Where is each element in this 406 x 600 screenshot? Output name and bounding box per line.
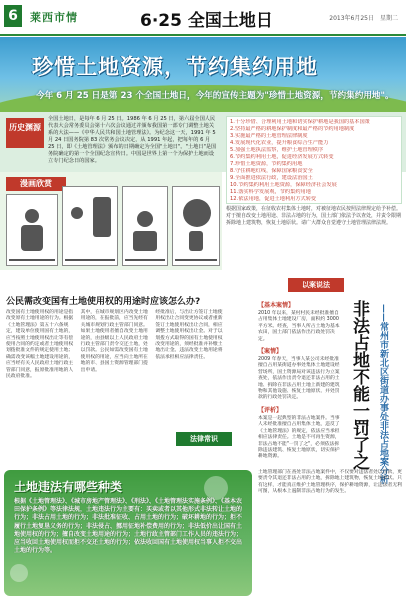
comic-figure	[71, 207, 83, 219]
section-name: 莱西市情	[30, 11, 78, 24]
violation-body: 根据《土地管理法》、《城市房地产管理法》、《刑法》、《土地管理法实施条例》、《基本农田保护条例》等法律法规，土地违法行为主要有：买卖或者以其他形式非法转让土地的行为；非法占用土地的行为；非法批准征收、占用土地的行为；破坏耕地的行为；拒不履行土地复垦义务的行为；非法侵占、挪用征地补偿费用的行为；非法低价出让国有土地使用权的行为；擅自改变土地用途的行为；土地行政主管部门工作人员的违法行为；应当收回土地使用权而拒不交还土地的行为；依法收回国有土地使用权当事人拒不交出土地的行为等。	[14, 498, 243, 555]
case-tag: 以案说法	[288, 278, 344, 292]
list-item: 12.依法用地，促进土地利用方式转变	[230, 196, 317, 202]
banner	[0, 37, 406, 112]
qa-columns	[6, 310, 226, 380]
theme-list	[226, 116, 402, 204]
qa-title: 公民需改变国有土地使用权的用途时应该怎么办?	[6, 297, 201, 307]
sun-icon	[204, 476, 228, 500]
comic-figure	[21, 225, 43, 251]
law-subheading: 【案情】	[258, 348, 283, 356]
list-item: 8.守住耕地红线，保障国家粮食安全	[230, 168, 313, 174]
law-common-tag: 法律常识	[176, 432, 232, 446]
bottom-article-text: 土地管理部门在查处非法占地案件中，不仅要对违法者处以罚款，更要责令其退还非法占用的土地，拆除地上建筑物，恢复土地原状。只有这样，才能真正维护土地管理秩序，保护耕地资源，让违法者无利可图，从根本上遏制非法占地行为的发生。	[258, 470, 402, 495]
law-subheading: 【评析】	[258, 406, 283, 414]
issue-date: 2013年6月25日 星期二	[329, 15, 398, 22]
comic-ground	[125, 259, 165, 261]
qa-article	[6, 294, 226, 449]
list-item: 11.落实科学发展观，节约集约用地	[230, 189, 311, 195]
comic-panel	[6, 194, 58, 266]
list-item: 2.坚持最严格的耕地保护制度和最严格的节约用地制度	[230, 126, 355, 132]
news-text: 根据国家政策，在征收农村集体土地时，对被征地农民按照法律规定给予补偿。对于擅自改变土地用途、非法占地的行为，国土部门依法予以查处，并责令限期拆除地上建筑物，恢复土地原状。请广大群众自觉遵守土地管理法律法规。	[226, 206, 402, 226]
law-case-column	[258, 298, 342, 588]
comic-ground	[65, 259, 115, 261]
comic-panel	[62, 186, 118, 266]
list-item: 7.珍惜土地资源，节约集约用地	[230, 161, 303, 167]
list-item: 6.节约集约利用土地，促进经济发展方式转变	[230, 154, 334, 160]
law-subheading: 【基本案情】	[258, 302, 295, 309]
law-text: 2010 年以来，某村村民未经批准擅自占用集体土地建设厂房，面积约 3000 平方米。经查，当事人所占土地为基本农田，国土部门依法作出行政处罚决定。	[258, 311, 340, 342]
banner-subtitle: 今年 6 月 25 日是第 23 个全国土地日，今年的宣传主题为"珍惜土地资源，节约集约用地"。	[36, 91, 394, 101]
vertical-subheadline: ——常州市新北区街道办事处非法占地案分析	[378, 304, 388, 484]
violation-title: 土地违法有哪些种类	[14, 480, 123, 494]
intro-text: 全国土地日，是每年 6 月 25 日。1986 年 6 月 25 日，第六届全国人民代表大会常务委员会第十六次会议通过并颁布我国第一部专门调整土地关系的大法——《中华人民共和国土地管理法》。为纪念这一天，1991 年 5 月 24 日国务院第 83 次常务会议决定，从 1991 年起，把每年的 6 月 25 日，即《土地管理法》颁布的日期确定为全国"土地日"。"土地日"是国务院确定的第一个全国纪念宣传日。中国是世界上第一个为保护土地而设立专门纪念日的国家。	[48, 116, 217, 164]
comic-figure	[183, 199, 211, 227]
leaf-icon	[10, 564, 28, 582]
page-number: 6	[4, 5, 22, 27]
comic-figure	[133, 231, 157, 251]
law-text: 2009 年春天，当事人某公司未经批准擅自占用某街道办事处集体土地建设经营场所，国土资源局对该违法行为立案查处，依法作出责令退还非法占用的土地、拆除在非法占用土地上新建的建筑物和其他设施、恢复土地原状、并处罚款的行政处罚决定。	[258, 357, 340, 401]
law-text: 本案是一起典型的非法占地案件。当事人未经批准擅自占用集体土地，违反了《土地管理法》的规定，依法应当承担相应法律责任。土地是不可再生资源，非法占地不能"一罚了之"，必须依法拆除违法建筑、恢复土地原状，切实保护耕地资源。	[258, 415, 340, 460]
list-item: 5.加强土地执法监察，维护土地管理秩序	[230, 147, 324, 153]
comic-ground	[9, 259, 55, 261]
masthead	[0, 0, 406, 36]
banner-title: 珍惜土地资源，节约集约用地	[32, 55, 318, 79]
qa-column: 其中，在城市规划区内改变土地用途的，在报批前，应当先经有关城市规划行政主管部门同意。如果土地使用者擅自改变土地用途的，由县级以上人民政府土地行政主管部门责令交还土地，处以罚款。公民如需改变国有土地使用权的用途，应当向土地所在地的市、县国土资源管理部门提出申请。	[80, 310, 148, 373]
list-item: 4.发展现代化农业，提升粮食综合生产能力	[230, 140, 329, 146]
list-item: 10.节约集约利用土地资源，保障经济社会发展	[230, 182, 337, 188]
comics-heading: 漫画欣赏	[6, 177, 66, 191]
comic-figure	[25, 209, 39, 223]
qa-column: 改变国有土地使用权的用途是指改变原有土地用途的行为。根据《土地管理法》第五十六条规定，建设单位使用国有土地的，应当按照土地使用权出让等有偿使用合同的约定或者土地使用权划拨批准文件的规定使用土地；确需改变该幅土地建设用途的，应当经有关人民政府土地行政主管部门同意，报原批准用地的人民政府批准。	[6, 310, 74, 380]
comic-figure	[93, 197, 111, 237]
qa-column: 经批准后，与出让方签订土地使用权出让合同变更协议或者重新签订土地使用权出让合同，相应调整土地使用权出让金。对于以划拨方式取得的国有土地使用权改变用途的，须经批准并补缴土地出让金。违法改变土地用途将依法承担相应法律责任。	[155, 310, 223, 360]
comic-panel	[122, 186, 168, 266]
page-title: 6·25 全国土地日	[140, 11, 273, 31]
comic-figure	[137, 211, 153, 227]
list-item: 3.实施最严格的土地管理法律制度	[230, 133, 308, 139]
vertical-headline: 非法占地不能一罚了之	[349, 300, 369, 470]
comic-ground	[175, 259, 217, 261]
list-item: 1.十分珍惜、合理利用土地和切实保护耕地是我国的基本国策	[230, 119, 370, 125]
history-tag: 历史渊源	[6, 118, 44, 148]
comic-panel	[172, 186, 220, 266]
list-item: 9.全面推进依法行政，建设法治国土	[230, 175, 313, 181]
violation-box	[4, 470, 252, 596]
news-column	[226, 206, 402, 272]
comic-figure	[189, 231, 203, 251]
